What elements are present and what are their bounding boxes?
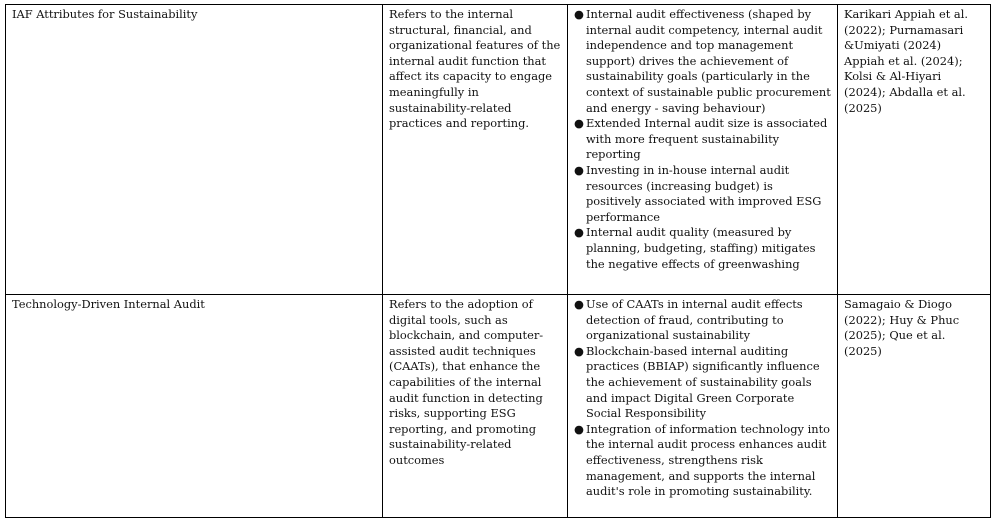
definition-cell: Refers to the internal structural, financial, and organizational features of the internal audit function that affect its capacity to engage meaningfully in sustainability-related practices and reporting.: [383, 5, 568, 295]
bullet-icon: ●: [574, 343, 584, 358]
list-item: ● Internal audit quality (measured by planning, budgeting, staffing) mitigates the negative effects of greenwashing: [574, 225, 816, 271]
theme-cell: Technology-Driven Internal Audit: [6, 295, 383, 518]
table-row: [6, 295, 991, 518]
list-item: ● Extended Internal audit size is associated with more frequent sustainability reporting: [574, 116, 828, 162]
list-item: ● Internal audit effectiveness (shaped by internal audit competency, internal audit independence and top management support) drives the achievement of sustainability goals (particularly in the context of sustainable public procurement and energy - saving behaviour): [574, 7, 831, 115]
findings-list: [574, 7, 831, 272]
definition-cell: Refers to the adoption of digital tools, such as blockchain, and computer-assisted audit techniques (CAATs), that enhance the capabilities of the internal audit function in detecting risks, supporting ESG reporting, and promoting sustainability-related outcomes: [383, 295, 568, 518]
sources-cell: Samagaio & Diogo (2022); Huy & Phuc (2025); Que et al. (2025): [838, 295, 991, 518]
bullet-icon: ●: [574, 421, 584, 436]
theme-cell: IAF Attributes for Sustainability: [6, 5, 383, 295]
bullet-icon: ●: [574, 225, 584, 240]
literature-table: [5, 4, 991, 518]
bullet-icon: ●: [574, 297, 584, 311]
bullet-icon: ●: [574, 162, 584, 177]
list-item: ● Use of CAATs in internal audit effects detection of fraud, contributing to organizational sustainability: [574, 297, 803, 343]
findings-cell: [568, 5, 838, 295]
table-row: [6, 5, 991, 295]
findings-list: [574, 297, 831, 500]
sources-cell: Karikari Appiah et al. (2022); Purnamasari &Umiyati (2024) Appiah et al. (2024); Kolsi & Al-Hiyari (2024); Abdalla et al. (2025): [838, 5, 991, 295]
findings-cell: [568, 295, 838, 518]
list-item: ● Investing in in-house internal audit resources (increasing budget) is positively associated with improved ESG performance: [574, 162, 822, 224]
bullet-icon: ●: [574, 7, 584, 21]
list-item: ● Integration of information technology into the internal audit process enhances audit effectiveness, strengthens risk management, and supports the internal audit's role in promoting sustainability.: [574, 421, 831, 499]
list-item: ● Blockchain-based internal auditing practices (BBIAP) significantly influence the achievement of sustainability goals and impact Digital Green Corporate Social Responsibility: [574, 343, 820, 421]
bullet-icon: ●: [574, 116, 584, 131]
